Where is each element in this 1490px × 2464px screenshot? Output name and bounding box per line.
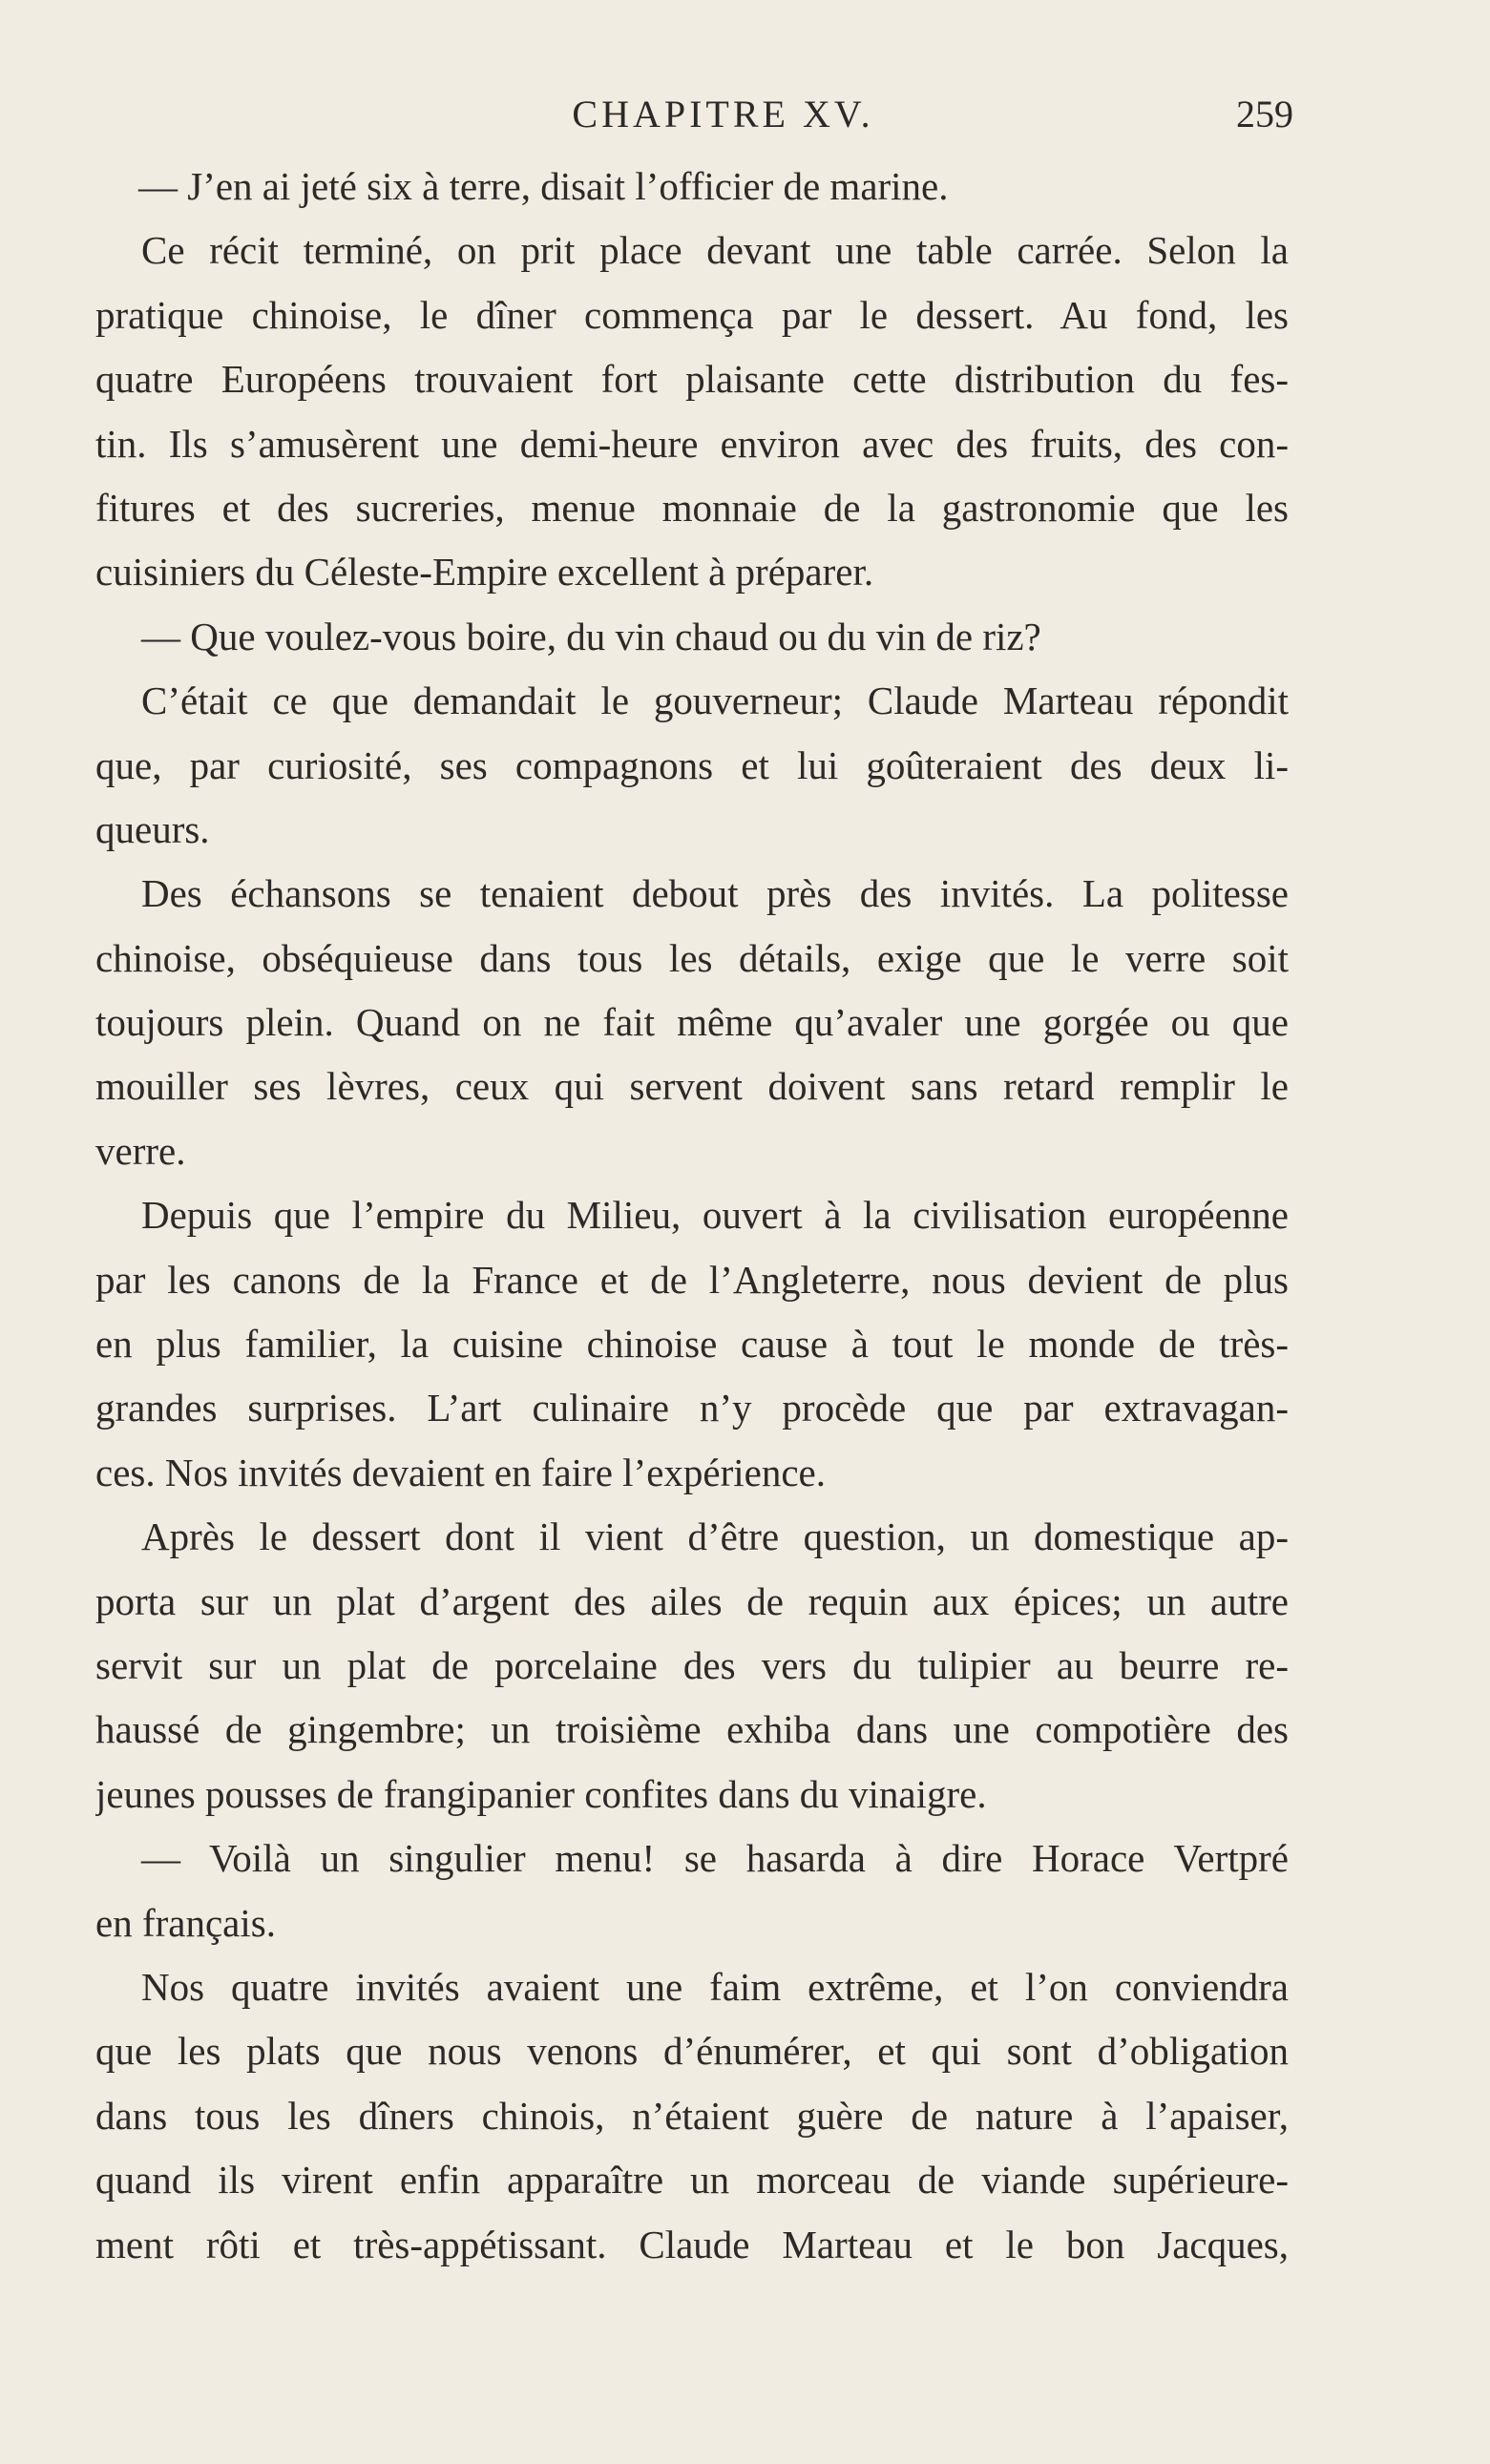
text-line: porta sur un plat d’argent des ailes de requin aux épices; un autre xyxy=(95,1578,1289,1623)
text-line: cuisiniers du Céleste-Empire excellent à préparer. xyxy=(95,550,874,595)
text-line: chinoise, obséquieuse dans tous les détails, exige que le verre soit xyxy=(95,935,1289,980)
text-line: que les plats que nous venons d’énumérer, et qui sont d’obligation xyxy=(95,2029,1289,2074)
text-line: haussé de gingembre; un troisième exhiba dans une compotière des xyxy=(95,1707,1289,1752)
chapter-heading: CHAPITRE XV. xyxy=(572,93,874,136)
body-text xyxy=(95,155,1289,2277)
text-line: ces. Nos invités devaient en faire l’expérience. xyxy=(95,1450,826,1494)
text-line: — Voilà un singulier menu! se hasarda à dire Horace Vertpré xyxy=(141,1836,1289,1881)
text-line: servit sur un plat de porcelaine des vers du tulipier au beurre re- xyxy=(95,1642,1289,1687)
text-line: — J’en ai jeté six à terre, disait l’officier de marine. xyxy=(138,164,949,208)
text-line: queurs. xyxy=(95,806,210,851)
text-line: mouiller ses lèvres, ceux qui servent doivent sans retard remplir le xyxy=(95,1064,1289,1109)
text-line: Depuis que l’empire du Milieu, ouvert à la civilisation européenne xyxy=(141,1193,1289,1238)
text-line: — Que voulez-vous boire, du vin chaud ou du vin de riz? xyxy=(141,614,1041,658)
page-number: 259 xyxy=(1236,93,1293,136)
text-line: toujours plein. Quand on ne fait même qu’avaler une gorgée ou que xyxy=(95,1000,1289,1045)
text-line: C’était ce que demandait le gouverneur; Claude Marteau répondit xyxy=(141,679,1289,723)
text-line: quand ils virent enfin apparaître un morceau de viande supérieure- xyxy=(95,2158,1289,2203)
text-line: pratique chinoise, le dîner commença par le dessert. Au fond, les xyxy=(95,292,1289,337)
text-line: ment rôti et très-appétissant. Claude Marteau et le bon Jacques, xyxy=(95,2222,1289,2266)
text-line: verre. xyxy=(95,1128,186,1173)
text-line: jeunes pousses de frangipanier confites dans du vinaigre. xyxy=(95,1771,987,1816)
text-line: en français. xyxy=(95,1900,276,1945)
text-line: Après le dessert dont il vient d’être question, un domestique ap- xyxy=(141,1514,1289,1559)
text-line: Ce récit terminé, on prit place devant une table carrée. Selon la xyxy=(141,228,1289,273)
text-line: fitures et des sucreries, menue monnaie de la gastronomie que les xyxy=(95,485,1289,530)
text-line: Des échansons se tenaient debout près des invités. La politesse xyxy=(141,871,1289,916)
text-line: Nos quatre invités avaient une faim extrême, et l’on conviendra xyxy=(141,1964,1289,2009)
text-line: dans tous les dîners chinois, n’étaient guère de nature à l’apaiser, xyxy=(95,2093,1289,2138)
text-line: que, par curiosité, ses compagnons et lui goûteraient des deux li- xyxy=(95,742,1289,787)
text-line: quatre Européens trouvaient fort plaisante cette distribution du fes- xyxy=(95,357,1289,402)
text-line: tin. Ils s’amusèrent une demi-heure environ avec des fruits, des con- xyxy=(95,421,1289,466)
text-line: grandes surprises. L’art culinaire n’y procède que par extravagan- xyxy=(95,1386,1289,1430)
running-head xyxy=(153,91,1293,138)
text-line: par les canons de la France et de l’Angleterre, nous devient de plus xyxy=(95,1257,1289,1302)
text-line: en plus familier, la cuisine chinoise cause à tout le monde de très- xyxy=(95,1322,1289,1367)
